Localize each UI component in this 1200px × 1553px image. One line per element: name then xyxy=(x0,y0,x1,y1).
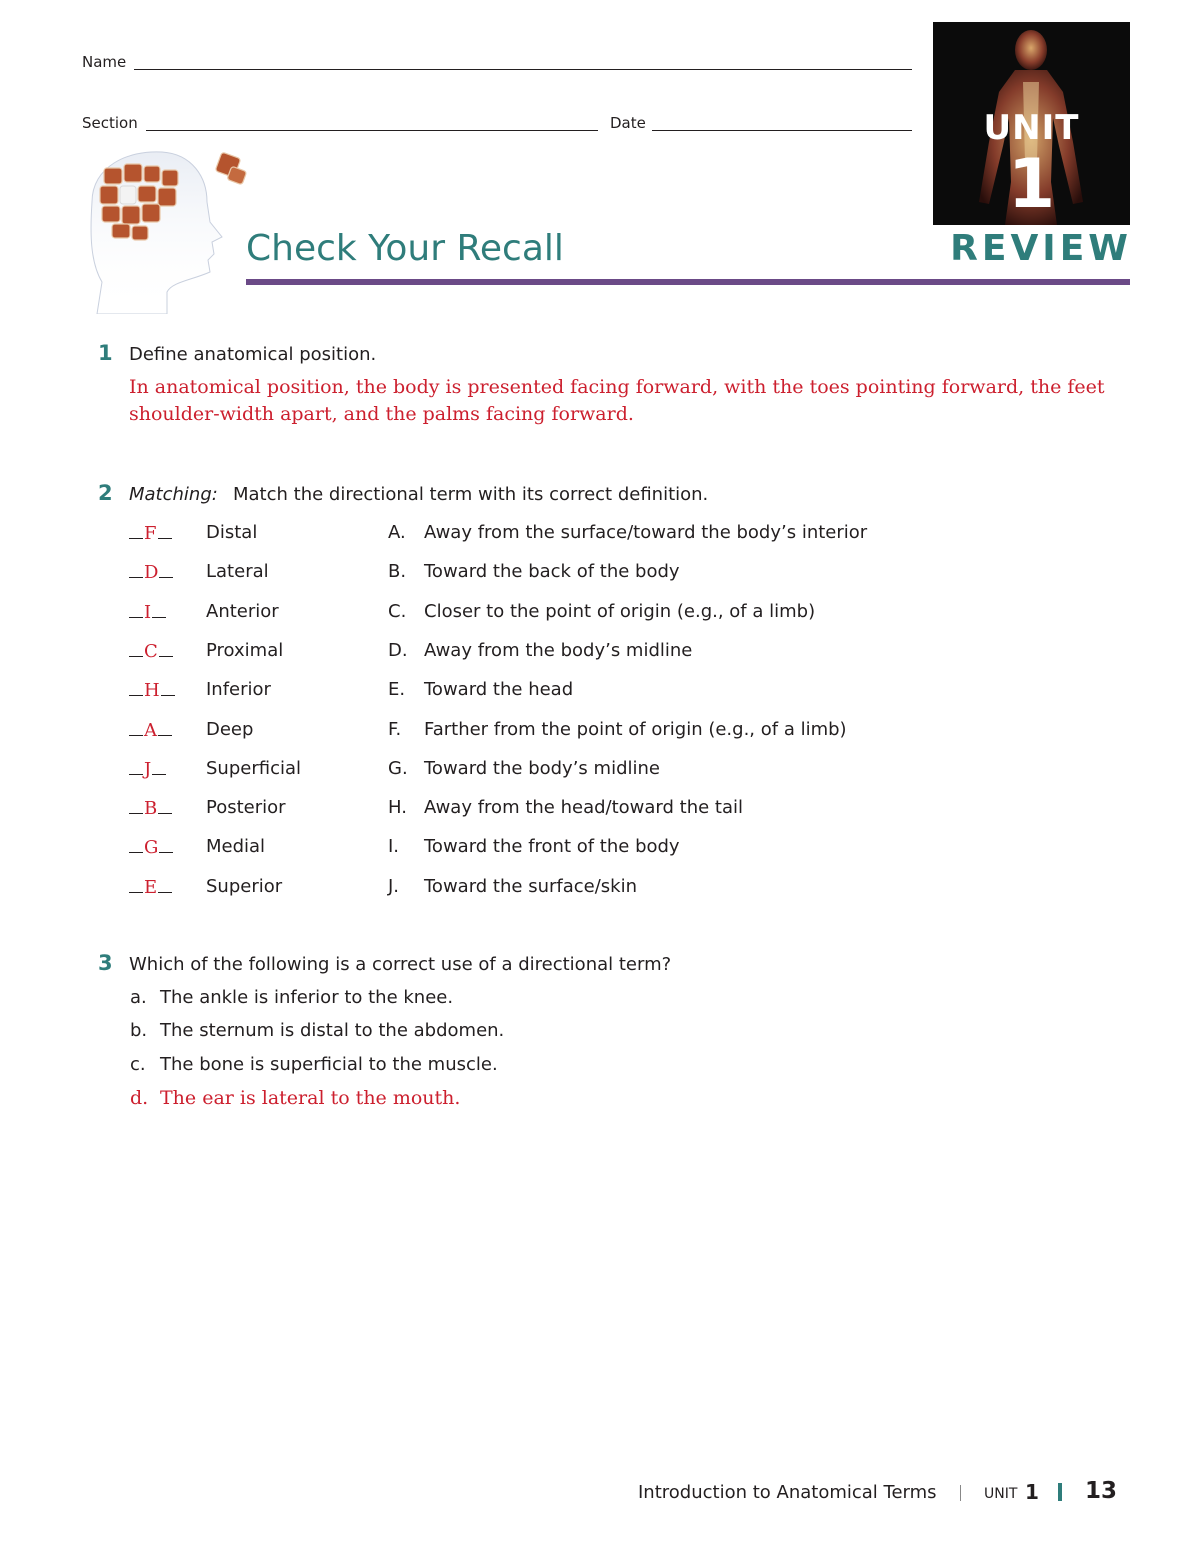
definition-letter: A. xyxy=(388,522,406,543)
option-text: The ankle is inferior to the knee. xyxy=(160,987,454,1008)
review-label: REVIEW xyxy=(950,228,1132,269)
definition-letter: F. xyxy=(388,719,402,740)
date-field-line[interactable] xyxy=(652,130,912,131)
answer-letter: I xyxy=(144,602,152,623)
answer-letter: A xyxy=(144,720,157,741)
term-label: Superficial xyxy=(206,758,302,779)
definition-letter: C. xyxy=(388,601,407,622)
question-1-number: 1 xyxy=(98,341,113,365)
answer-blank[interactable] xyxy=(129,562,173,583)
answer-letter: B xyxy=(144,798,158,819)
answer-letter: G xyxy=(144,837,159,858)
term-label: Proximal xyxy=(206,640,284,661)
question-2-number: 2 xyxy=(98,481,113,505)
option-text-correct: The ear is lateral to the mouth. xyxy=(160,1087,461,1109)
answer-letter: E xyxy=(144,877,158,898)
answer-blank[interactable] xyxy=(129,602,166,623)
definition-letter: J. xyxy=(388,876,400,897)
footer-separator xyxy=(960,1485,961,1501)
footer-chapter-title: Introduction to Anatomical Terms xyxy=(638,1482,937,1503)
name-field-line[interactable] xyxy=(134,69,912,70)
definition-text: Toward the front of the body xyxy=(424,836,680,857)
section-label: Section xyxy=(82,114,138,132)
option-letter: c. xyxy=(130,1054,146,1075)
unit-word: UNIT xyxy=(983,108,1080,148)
footer-unit-number: 1 xyxy=(1025,1480,1039,1504)
term-label: Posterior xyxy=(206,797,286,818)
option-letter: d. xyxy=(130,1087,149,1109)
question-1-prompt: Define anatomical position. xyxy=(129,344,377,365)
definition-letter: G. xyxy=(388,758,408,779)
option-letter: b. xyxy=(130,1020,148,1041)
unit-badge xyxy=(933,22,1130,225)
definition-text: Toward the body’s midline xyxy=(424,758,660,779)
page-number: 13 xyxy=(1085,1478,1118,1504)
unit-number: 1 xyxy=(1007,145,1056,224)
term-label: Deep xyxy=(206,719,254,740)
question-1-answer-line-1: In anatomical position, the body is presented facing forward, with the toes pointing forward, the feet xyxy=(129,376,1105,398)
answer-blank[interactable] xyxy=(129,759,166,780)
answer-letter: C xyxy=(144,641,158,662)
definition-text: Toward the back of the body xyxy=(424,561,680,582)
definition-text: Closer to the point of origin (e.g., of a limb) xyxy=(424,601,816,622)
answer-blank[interactable] xyxy=(129,877,172,898)
answer-blank[interactable] xyxy=(129,641,173,662)
footer-bar xyxy=(1058,1483,1062,1501)
question-2-prompt-italic: Matching: xyxy=(129,484,218,505)
option-text: The sternum is distal to the abdomen. xyxy=(160,1020,505,1041)
answer-blank[interactable] xyxy=(129,523,172,544)
answer-letter: H xyxy=(144,680,160,701)
name-label: Name xyxy=(82,53,127,71)
answer-blank[interactable] xyxy=(129,680,175,701)
definition-letter: E. xyxy=(388,679,406,700)
definition-text: Away from the surface/toward the body’s interior xyxy=(424,522,868,543)
definition-text: Farther from the point of origin (e.g., of a limb) xyxy=(424,719,847,740)
date-label: Date xyxy=(610,114,646,132)
definition-letter: I. xyxy=(388,836,400,857)
term-label: Anterior xyxy=(206,601,279,622)
definition-letter: H. xyxy=(388,797,407,818)
page-title: Check Your Recall xyxy=(246,228,564,269)
definition-letter: B. xyxy=(388,561,407,582)
question-1-answer-line-2: shoulder-width apart, and the palms facing forward. xyxy=(129,403,634,425)
definition-letter: D. xyxy=(388,640,408,661)
definition-text: Away from the head/toward the tail xyxy=(424,797,743,818)
question-2-prompt: Match the directional term with its correct definition. xyxy=(233,484,709,505)
definition-text: Away from the body’s midline xyxy=(424,640,693,661)
answer-blank[interactable] xyxy=(129,837,173,858)
answer-letter: F xyxy=(144,523,157,544)
answer-letter: J xyxy=(144,759,152,780)
option-text: The bone is superficial to the muscle. xyxy=(160,1054,498,1075)
term-label: Inferior xyxy=(206,679,271,700)
definition-text: Toward the surface/skin xyxy=(424,876,637,897)
answer-blank[interactable] xyxy=(129,798,172,819)
term-label: Distal xyxy=(206,522,258,543)
definition-text: Toward the head xyxy=(424,679,574,700)
term-label: Medial xyxy=(206,836,266,857)
brain-puzzle-head-illustration xyxy=(72,142,272,314)
question-3-prompt: Which of the following is a correct use of a directional term? xyxy=(129,954,672,975)
answer-blank[interactable] xyxy=(129,720,172,741)
term-label: Superior xyxy=(206,876,283,897)
section-field-line[interactable] xyxy=(146,130,598,131)
question-3-number: 3 xyxy=(98,951,113,975)
term-label: Lateral xyxy=(206,561,269,582)
title-rule xyxy=(246,279,1130,285)
footer-unit-label: UNIT xyxy=(984,1486,1018,1502)
option-letter: a. xyxy=(130,987,147,1008)
answer-letter: D xyxy=(144,562,159,583)
